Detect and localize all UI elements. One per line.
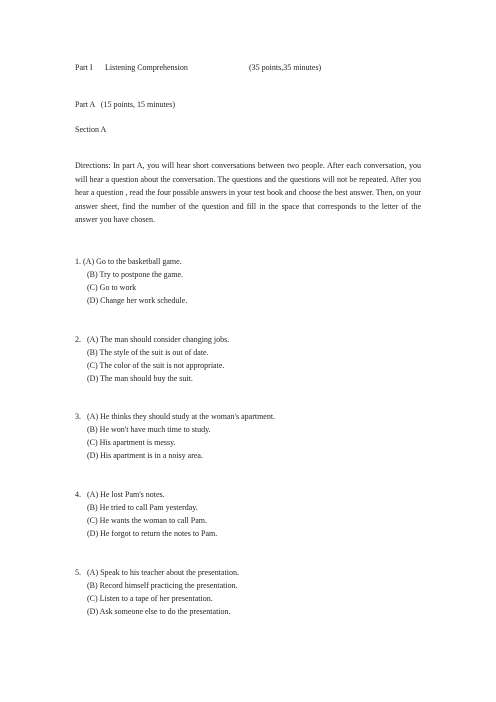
answer-option: (B) Record himself practicing the presentation.: [87, 581, 238, 590]
answer-option: (C) The color of the suit is not appropriate.: [87, 361, 225, 370]
directions-paragraph: Directions: In part A, you will hear short conversations between two people. After each conversation, you will hear a question about the conversation. The questions and the questions will not be repeated. After you hear a question , read the four possible answers in your test book and choose the best answer. Then, on your answer sheet, find the number of the question and fill in the space that corresponds to the letter of the answer you have chosen.: [75, 161, 421, 225]
question-5: [75, 566, 421, 618]
question-stem: 3. (A) He thinks they should study at the woman's apartment.: [75, 412, 276, 421]
answer-option: (D) The man should buy the suit.: [87, 374, 193, 383]
answer-option: (B) The style of the suit is out of date.: [87, 348, 209, 357]
answer-option: (B) He won't have much time to study.: [87, 425, 211, 434]
answer-option: (B) He tried to call Pam yesterday.: [87, 503, 198, 512]
answer-option: (C) Go to work: [87, 283, 137, 292]
question-2: [75, 333, 421, 385]
answer-option: (D) Change her work schedule.: [87, 296, 188, 305]
answer-option: (D) He forgot to return the notes to Pam.: [87, 529, 218, 538]
question-stem: 1. (A) Go to the basketball game.: [75, 257, 182, 266]
question-1: [75, 255, 421, 307]
part-name: Listening Comprehension: [105, 63, 188, 72]
answer-option: (C) He wants the woman to call Pam.: [87, 516, 207, 525]
section-heading: Section A: [75, 125, 107, 134]
question-stem: 5. (A) Speak to his teacher about the presentation.: [75, 568, 239, 577]
part-label: Part I: [75, 63, 93, 72]
part-title: [75, 62, 321, 73]
question-4: [75, 488, 421, 540]
question-stem: 4. (A) He lost Pam's notes.: [75, 490, 165, 499]
part-points: (35 points,35 minutes): [249, 63, 322, 72]
answer-option: (B) Try to postpone the game.: [87, 270, 183, 279]
part-a-heading: Part A (15 points, 15 minutes): [75, 100, 175, 109]
answer-option: (D) His apartment is in a noisy area.: [87, 451, 203, 460]
question-stem: 2. (A) The man should consider changing jobs.: [75, 335, 230, 344]
answer-option: (C) Listen to a tape of her presentation.: [87, 594, 213, 603]
question-3: [75, 410, 421, 462]
answer-option: (D) Ask someone else to do the presentation.: [87, 607, 231, 616]
answer-option: (C) His apartment is messy.: [87, 438, 176, 447]
